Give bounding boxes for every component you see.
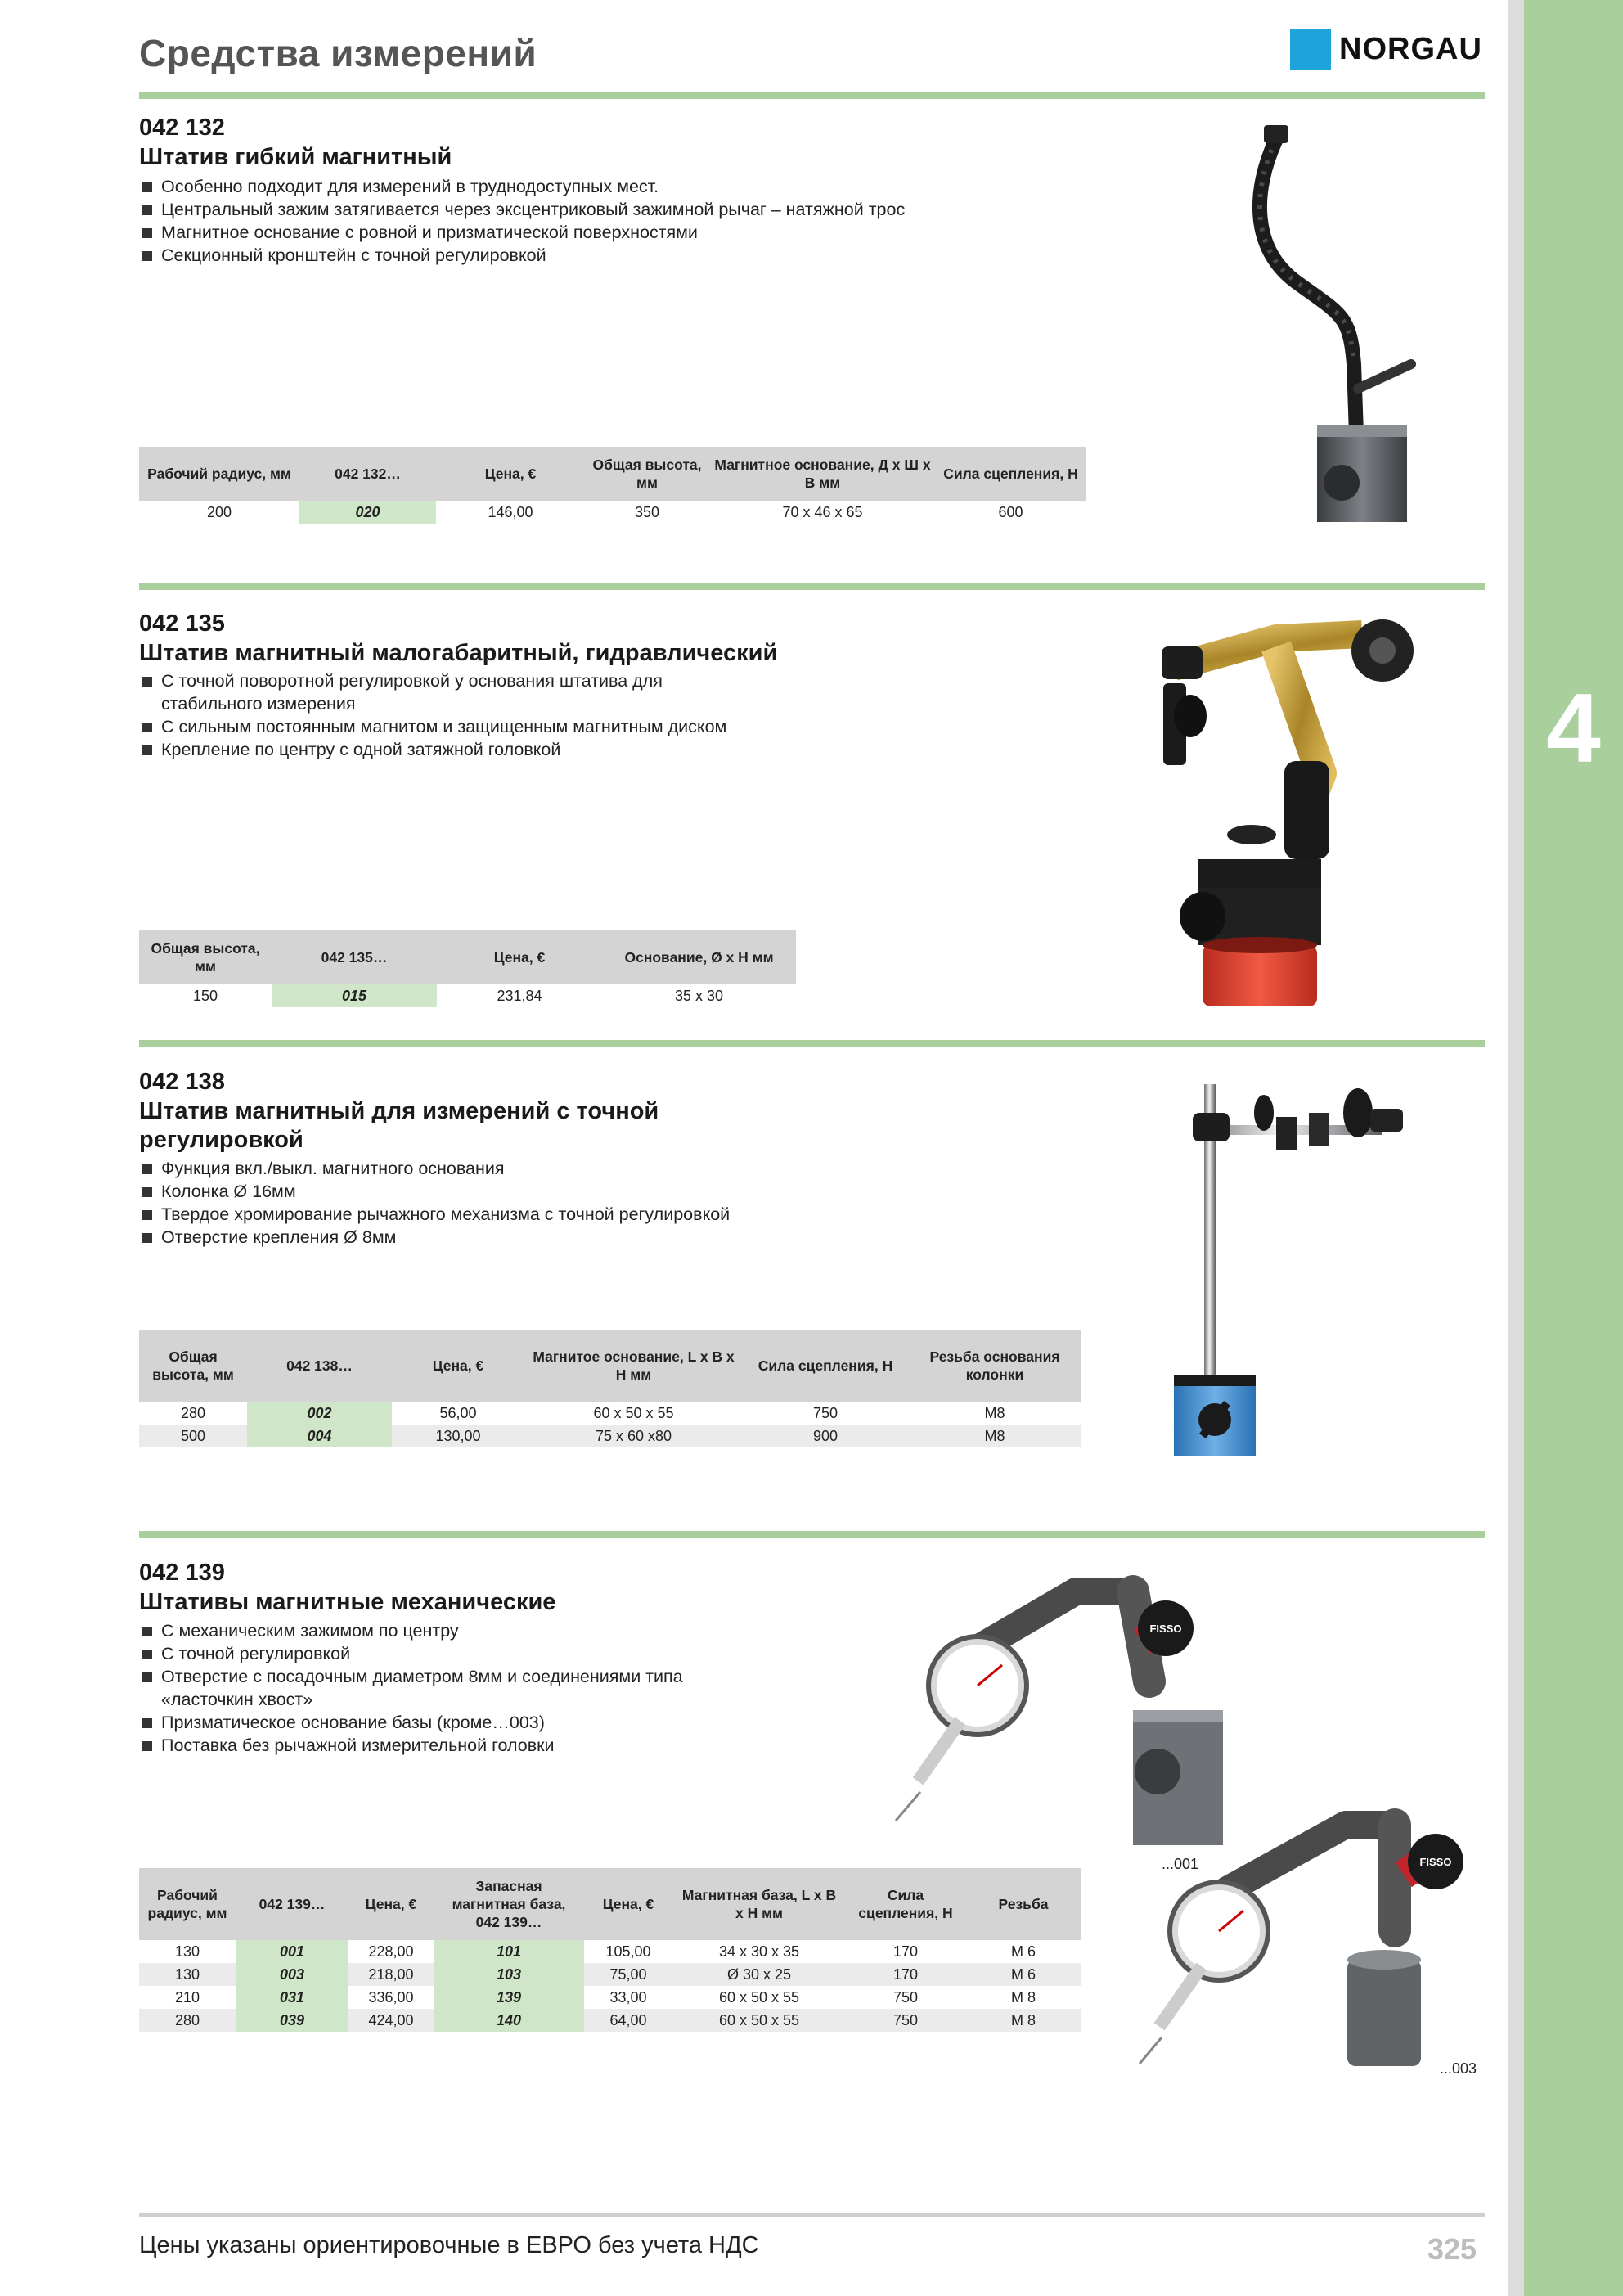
table-cell: 210 (174, 1988, 200, 2006)
image-label: ...001 (1162, 1856, 1199, 1872)
product-title: Штатив гибкий магнитный (139, 144, 452, 170)
feature-item: Особенно подходит для измерений в труднодоступных мест. (139, 175, 1121, 198)
column-header: Сила сцепления, Н (936, 447, 1086, 501)
column-header: 042 135… (272, 930, 437, 984)
table-cell: 750 (892, 1988, 919, 2006)
product-code: 042 138 (139, 1069, 225, 1095)
column-header: Магнитное основание, Д x Ш x В мм (709, 447, 936, 501)
table-header-row (139, 1330, 1081, 1402)
feature-item: Отверстие крепления Ø 8мм (139, 1226, 875, 1249)
feature-item: Отверстие с посадочным диаметром 8мм и соединениями типа «ласточкин хвост» (139, 1665, 728, 1711)
table-cell: 75 x 60 x80 (524, 1425, 743, 1447)
order-code-cell: 020 (299, 501, 436, 524)
spec-table (139, 1868, 1081, 2032)
column-header: Основание, Ø x Н мм (602, 930, 796, 984)
section-divider (139, 92, 1485, 99)
brand-logo (1290, 28, 1482, 70)
table-cell: 280 (139, 2009, 236, 2032)
table-row (139, 984, 796, 1007)
page-title: Средства измерений (139, 32, 537, 74)
table-row (139, 2009, 1081, 2032)
table-cell: 60 x 50 x 55 (718, 1988, 800, 2006)
order-code-cell: 031 (236, 1986, 348, 2009)
feature-item: С сильным постоянным магнитом и защищенным магнитным диском (139, 715, 728, 738)
order-code-cell: 004 (247, 1425, 392, 1447)
table-row (139, 501, 1086, 524)
column-header: Резьба (965, 1868, 1081, 1940)
hydraulic-stand-image (1145, 610, 1423, 1011)
table-cell: 105,00 (605, 1943, 651, 1960)
column-header: Цена, € (584, 1868, 672, 1940)
table-cell: Ø 30 x 25 (672, 1963, 846, 1986)
column-header: Запасная магнитная база, 042 139… (434, 1868, 584, 1940)
column-header: 042 139… (236, 1868, 348, 1940)
feature-list (139, 175, 1121, 267)
feature-list (139, 1619, 728, 1757)
column-header: 042 138… (247, 1330, 392, 1402)
table-cell: 56,00 (439, 1404, 477, 1421)
table-cell: 35 x 30 (674, 987, 724, 1004)
column-header: Цена, € (437, 930, 602, 984)
spec-table (139, 930, 796, 1007)
table-row (139, 1940, 1081, 1963)
table-cell: 600 (998, 503, 1023, 520)
table-cell: 64,00 (584, 2009, 672, 2032)
table-cell: 33,00 (609, 1988, 647, 2006)
table-cell: 750 (846, 2009, 965, 2032)
gauge-brand-text: FISSO (1419, 1856, 1452, 1868)
table-cell: 500 (139, 1425, 247, 1447)
order-code-cell: 002 (247, 1402, 392, 1425)
logo-square-icon (1290, 29, 1331, 70)
column-stand-image (1162, 1076, 1423, 1465)
feature-item: Призматическое основание базы (кроме…003) (139, 1711, 728, 1734)
spare-base-code-cell: 139 (434, 1986, 584, 2009)
column-header: Цена, € (436, 447, 585, 501)
product-title: Штативы магнитные механические (139, 1589, 556, 1615)
table-cell: 130 (174, 1943, 200, 1960)
table-cell: 170 (846, 1963, 965, 1986)
table-header-row (139, 1868, 1081, 1940)
spare-base-code-cell: 101 (434, 1940, 584, 1963)
feature-item: Крепление по центру с одной затяжной головкой (139, 738, 728, 761)
column-header: Магнитная база, L x B x H мм (672, 1868, 846, 1940)
feature-item: С точной регулировкой (139, 1642, 728, 1665)
spare-base-code-cell: 140 (434, 2009, 584, 2032)
page-number: 325 (1427, 2232, 1477, 2266)
column-header: Цена, € (348, 1868, 434, 1940)
table-cell: 750 (812, 1404, 838, 1421)
table-cell: 170 (892, 1943, 919, 1960)
table-cell: 218,00 (348, 1963, 434, 1986)
feature-item: Поставка без рычажной измерительной головки (139, 1734, 728, 1757)
order-code-cell: 001 (236, 1940, 348, 1963)
feature-item: Твердое хромирование рычажного механизма с точной регулировкой (139, 1203, 875, 1226)
price-note: Цены указаны ориентировочные в ЕВРО без учета НДС (139, 2232, 759, 2258)
chapter-tab (1524, 0, 1623, 2296)
feature-item: С механическим зажимом по центру (139, 1619, 728, 1642)
column-header: Рабочий радиус, мм (139, 1868, 236, 1940)
column-header: Общая высота, мм (139, 1330, 247, 1402)
column-header: Общая высота, мм (139, 930, 272, 984)
section-divider (139, 1531, 1485, 1538)
feature-list (139, 669, 728, 761)
product-code: 042 135 (139, 610, 225, 637)
chapter-number: 4 (1546, 673, 1601, 783)
table-cell: M 8 (1010, 1988, 1036, 2006)
feature-list (139, 1157, 875, 1249)
flexible-stand-image (1219, 119, 1432, 528)
table-cell: 350 (634, 503, 660, 520)
spec-table (139, 1330, 1081, 1447)
side-gray-band (1508, 0, 1524, 2296)
column-header: Магнитое основание, L x B x H мм (524, 1330, 743, 1402)
image-label: ...003 (1440, 2060, 1477, 2077)
table-cell: 280 (180, 1404, 206, 1421)
column-header: Цена, € (392, 1330, 524, 1402)
order-code-cell: 015 (272, 984, 437, 1007)
feature-item: Центральный зажим затягивается через эксцентриковый зажимной рычаг – натяжной трос (139, 198, 1121, 221)
product-code: 042 139 (139, 1560, 225, 1586)
table-cell: M 6 (1010, 1943, 1036, 1960)
table-row (139, 1986, 1081, 2009)
table-cell: 200 (206, 503, 232, 520)
column-header: 042 132… (299, 447, 436, 501)
table-header-row (139, 447, 1086, 501)
column-header: Рабочий радиус, мм (139, 447, 299, 501)
table-cell: 130 (139, 1963, 236, 1986)
brand-name: NORGAU (1339, 31, 1482, 66)
table-cell: 60 x 50 x 55 (672, 2009, 846, 2032)
product-title: Штатив магнитный малогабаритный, гидравлический (139, 640, 778, 666)
table-row (139, 1963, 1081, 1986)
table-cell: 150 (192, 987, 218, 1004)
order-code-cell: 003 (236, 1963, 348, 1986)
section-divider (139, 583, 1485, 590)
table-cell: 70 x 46 x 65 (782, 503, 863, 520)
table-header-row (139, 930, 796, 984)
product-code: 042 132 (139, 115, 225, 141)
table-cell: M 8 (965, 2009, 1081, 2032)
table-cell: 336,00 (368, 1988, 414, 2006)
column-header: Общая высота, мм (585, 447, 709, 501)
feature-item: Функция вкл./выкл. магнитного основания (139, 1157, 875, 1180)
footer-divider (139, 2213, 1485, 2217)
product-title: Штатив магнитный для измерений с точной регулировкой (139, 1098, 659, 1153)
table-cell: 900 (743, 1425, 908, 1447)
order-code-cell: 039 (236, 2009, 348, 2032)
feature-item: Магнитное основание с ровной и призматической поверхностями (139, 221, 1121, 244)
gauge-brand-text: FISSO (1149, 1623, 1182, 1635)
column-header: Резьба основания колонки (908, 1330, 1081, 1402)
spare-base-code-cell: 103 (434, 1963, 584, 1986)
table-cell: 75,00 (584, 1963, 672, 1986)
table-cell: 424,00 (348, 2009, 434, 2032)
feature-item: Секционный кронштейн с точной регулировкой (139, 244, 1121, 267)
table-cell: M8 (908, 1425, 1081, 1447)
table-cell: 228,00 (368, 1943, 414, 1960)
table-row (139, 1402, 1081, 1425)
feature-item: Колонка Ø 16мм (139, 1180, 875, 1203)
feature-item: С точной поворотной регулировкой у основания штатива для стабильного измерения (139, 669, 728, 715)
table-cell: 60 x 50 x 55 (593, 1404, 674, 1421)
table-cell: 130,00 (392, 1425, 524, 1447)
table-cell: 146,00 (488, 503, 533, 520)
table-cell: M 6 (965, 1963, 1081, 1986)
spec-table (139, 447, 1086, 524)
table-cell: M8 (984, 1404, 1005, 1421)
column-header: Сила сцепления, Н (846, 1868, 965, 1940)
table-cell: 34 x 30 x 35 (718, 1943, 800, 1960)
table-cell: 231,84 (497, 987, 542, 1004)
column-header: Сила сцепления, Н (743, 1330, 908, 1402)
section-divider (139, 1040, 1485, 1047)
table-row (139, 1425, 1081, 1447)
mechanical-stand-003-image (1133, 1800, 1501, 2070)
